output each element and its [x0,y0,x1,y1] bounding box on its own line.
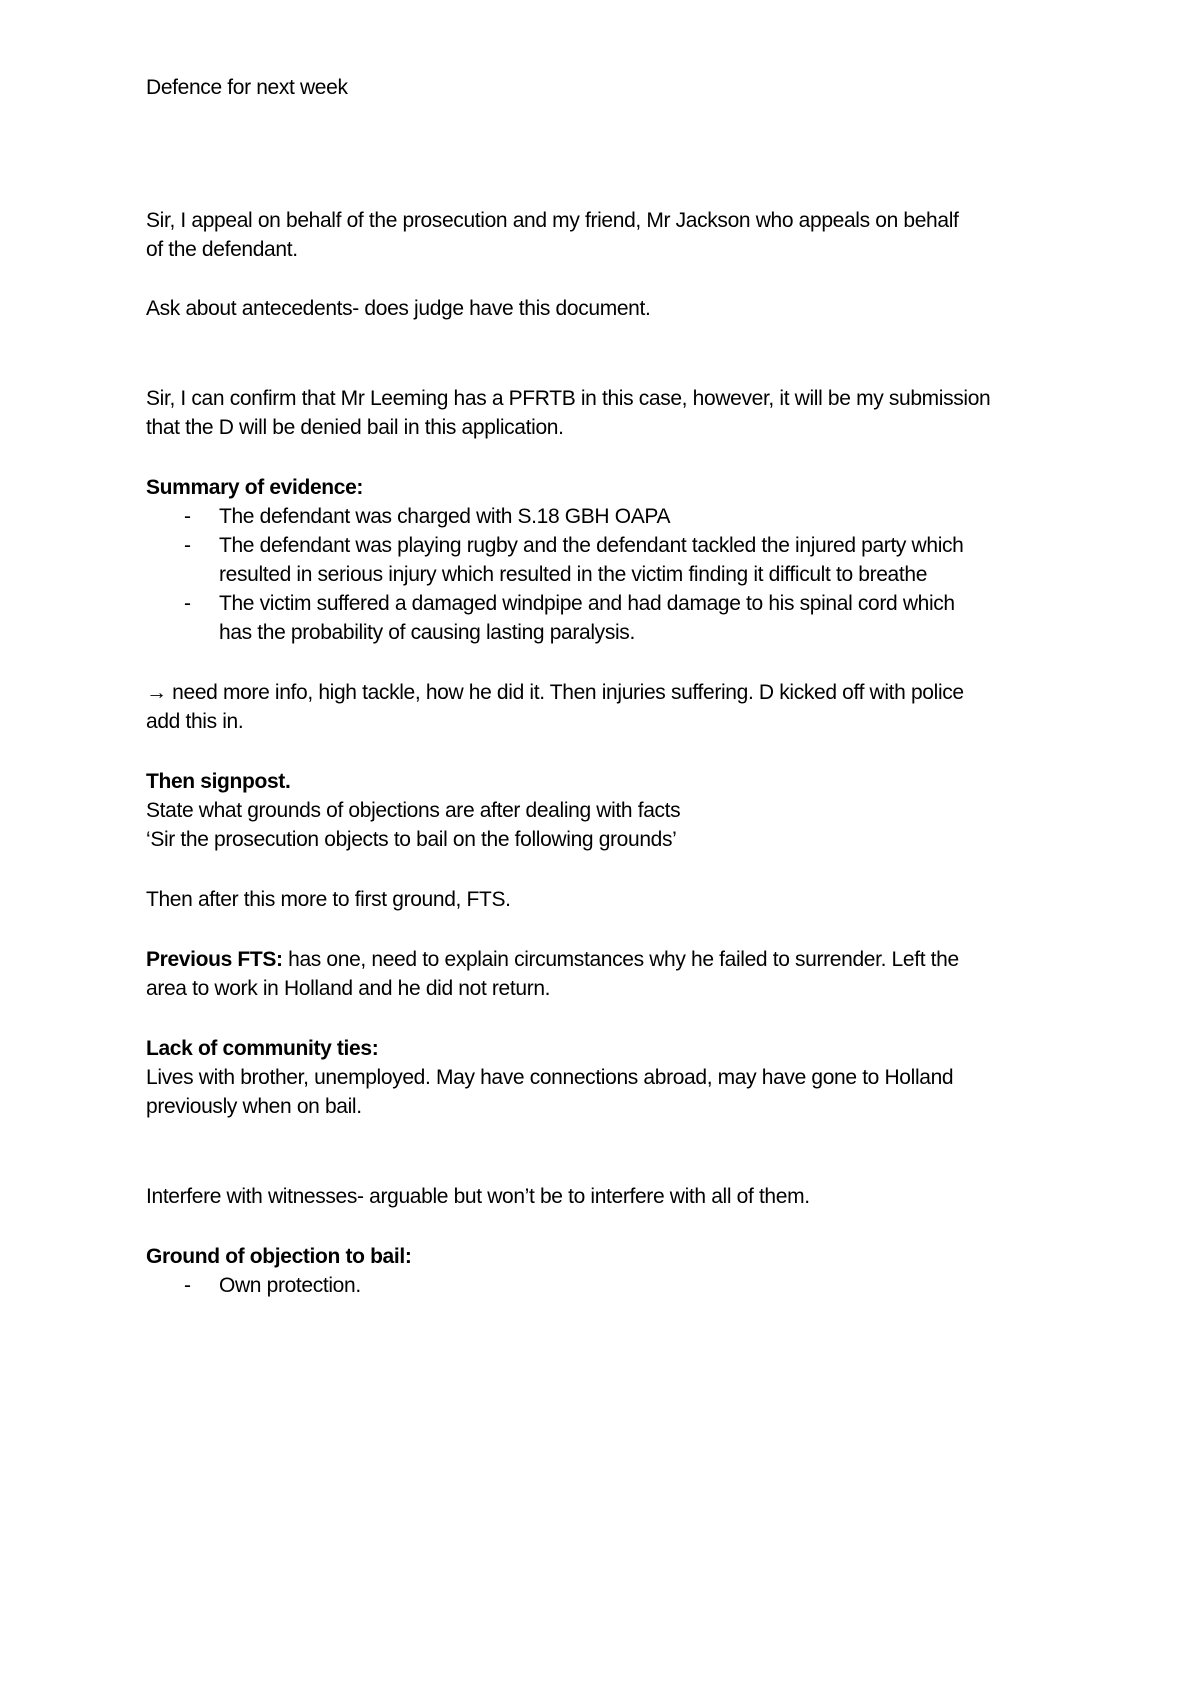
intro-line-1: Sir, I appeal on behalf of the prosecution and my friend, Mr Jackson who appeals on behalf [146,209,959,232]
community-heading: Lack of community ties: [146,1037,379,1060]
previous-fts-line-2: area to work in Holland and he did not return. [146,977,551,1000]
more-info-line-1 [146,678,964,707]
witnesses-line: Interfere with witnesses- arguable but won’t be to interfere with all of them. [146,1185,810,1208]
confirm-line-1: Sir, I can confirm that Mr Leeming has a PFRTB in this case, however, it will be my submission [146,387,991,410]
signpost-line-2: ‘Sir the prosecution objects to bail on the following grounds’ [146,828,677,851]
intro-line-2: of the defendant. [146,238,298,261]
first-ground: Then after this more to first ground, FTS. [146,888,511,911]
signpost-heading: Then signpost. [146,770,291,793]
community-line-2: previously when on bail. [146,1095,362,1118]
summary-item-2-line-1: The defendant was playing rugby and the defendant tackled the injured party which [219,534,964,557]
ground-heading: Ground of objection to bail: [146,1245,412,1268]
summary-item-3-line-1: The victim suffered a damaged windpipe and had damage to his spinal cord which [219,592,955,615]
summary-item-3-line-2: has the probability of causing lasting paralysis. [219,621,635,644]
ground-item-1: Own protection. [219,1274,361,1297]
previous-fts-line-1 [146,945,959,974]
summary-heading: Summary of evidence: [146,476,364,499]
bullet-marker: - [184,592,191,615]
bullet-marker: - [184,1274,191,1297]
bullet-marker: - [184,505,191,528]
ask-antecedents: Ask about antecedents- does judge have this document. [146,297,651,320]
more-info-text: need more info, high tackle, how he did it. Then injuries suffering. D kicked off with police [172,681,964,704]
document-title: Defence for next week [146,76,348,99]
arrow-icon: → [146,681,167,704]
summary-item-1-line-1: The defendant was charged with S.18 GBH OAPA [219,505,671,528]
confirm-line-2: that the D will be denied bail in this application. [146,416,564,439]
signpost-line-1: State what grounds of objections are after dealing with facts [146,799,681,822]
more-info-line-2: add this in. [146,710,244,733]
community-line-1: Lives with brother, unemployed. May have connections abroad, may have gone to Holland [146,1066,954,1089]
bullet-marker: - [184,534,191,557]
previous-fts-label: Previous FTS: [146,948,283,971]
previous-fts-text: has one, need to explain circumstances why he failed to surrender. Left the [282,948,959,971]
summary-item-2-line-2: resulted in serious injury which resulted in the victim finding it difficult to breathe [219,563,928,586]
